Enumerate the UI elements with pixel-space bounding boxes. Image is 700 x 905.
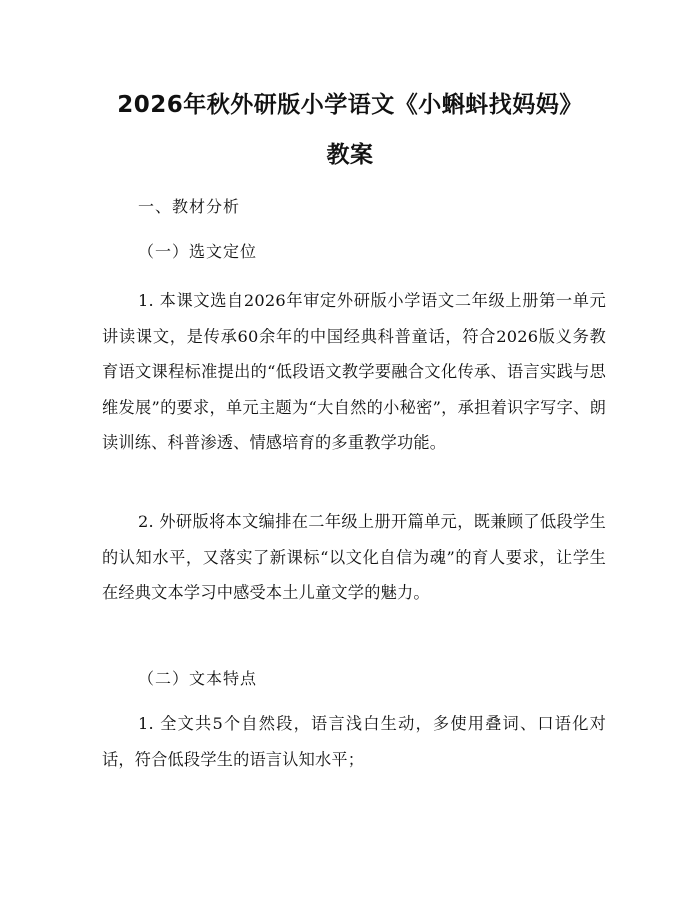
document-title-continued: 教案 — [326, 142, 374, 168]
paragraph-text-positioning-2: 2. 外研版将本文编排在二年级上册开篇单元，既兼顾了低段学生的认知水平，又落实了新课标“以文化自信为魂”的育人要求，让学生在经典文本学习中感受本土儿童文学的魅力。 — [102, 512, 606, 603]
section-heading-teaching-material-analysis: 一、教材分析 — [138, 197, 241, 216]
paragraph-text-positioning-1: 1. 本课文选自2026年审定外研版小学语文二年级上册第一单元讲读课文，是传承60余年的中国经典科普童话，符合2026版义务教育语文课程标准提出的“低段语文教学要融合文化传承、语言实践与思维发展”的要求，单元主题为“大自然的小秘密”，承担着识字写字、朗读训练、科普渗透、情感培育的多重教学功能。 — [102, 291, 606, 453]
document-title: 2026年秋外研版小学语文《小蝌蚪找妈妈》 — [117, 92, 583, 118]
subsection-heading-text-features: （二）文本特点 — [138, 669, 258, 688]
subsection-heading-text-positioning: （一）选文定位 — [138, 242, 258, 261]
paragraph-text-features-1: 1. 全文共5个自然段，语言浅白生动，多使用叠词、口语化对话，符合低段学生的语言认知水平； — [102, 714, 606, 769]
